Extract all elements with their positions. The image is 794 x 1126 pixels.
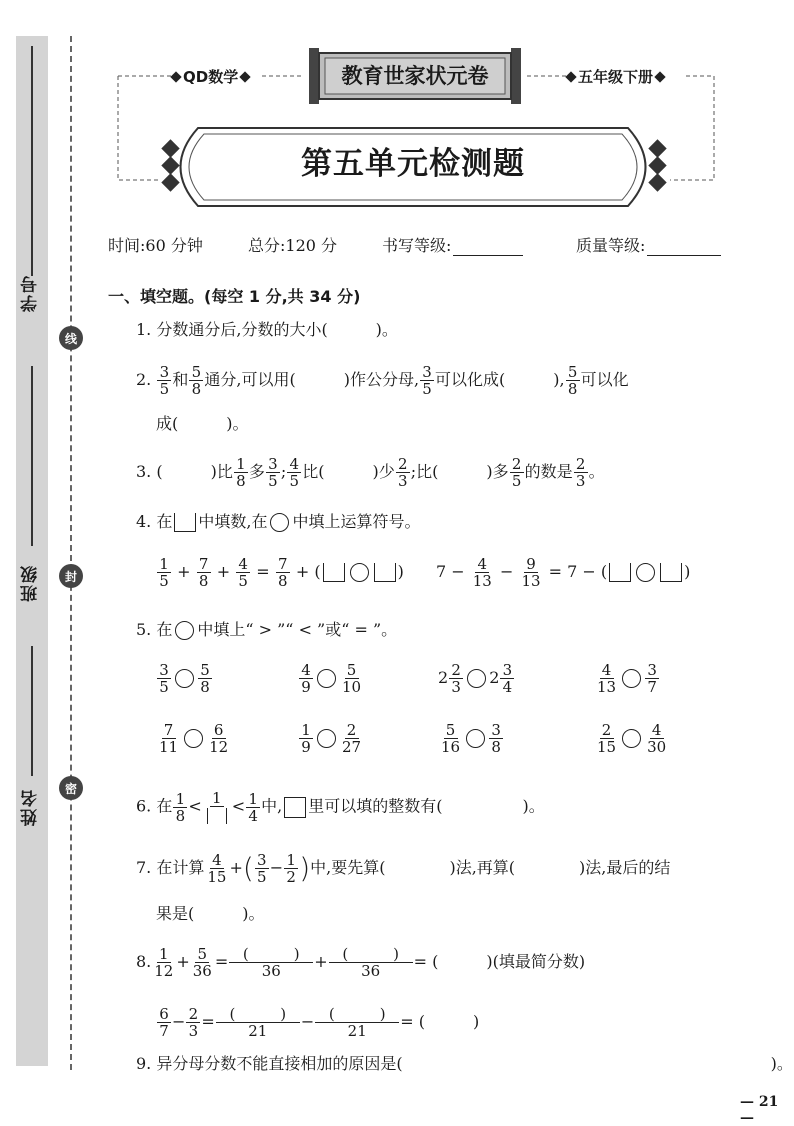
writing-label: 书写等级: (382, 236, 452, 255)
compare-item (438, 662, 515, 695)
fraction: $\frac{4}{5}$ (287, 456, 301, 489)
page-title: 第五单元检测题 (301, 146, 525, 182)
fraction-blank[interactable]: ( ) 36 (329, 946, 413, 979)
compare-item (594, 662, 660, 695)
diamond-icon (170, 71, 181, 82)
fraction: $\frac{3}{5}$ (255, 852, 269, 885)
q2-number: 2. (136, 370, 152, 389)
writing-grade (382, 236, 523, 256)
left-paren: ( (242, 851, 254, 885)
q3-text: 比( )少 (302, 462, 395, 481)
operator: + (216, 562, 231, 581)
compare-item (594, 722, 669, 755)
quality-label: 质量等级: (576, 236, 646, 255)
fraction: $\frac{3}{7}$ (645, 662, 659, 695)
q7-text: 7. 在计算 (136, 858, 205, 877)
operator: − (172, 1012, 186, 1031)
page-number: — 21 — (740, 1094, 779, 1126)
operator: + (177, 562, 191, 581)
fraction: $\frac{5}{8}$ (198, 662, 212, 695)
question-7 (136, 852, 670, 885)
right-paren: ) (299, 851, 311, 885)
section-heading: 一、填空题。(每空 1 分,共 34 分) (108, 287, 361, 306)
question-2 (136, 364, 629, 397)
fraction: $\frac{1}{8}$ (173, 791, 187, 824)
fraction: $\frac{1}{12}$ (154, 945, 174, 980)
answer-circle[interactable] (317, 669, 336, 688)
fraction: $\frac{6}{12}$ (209, 721, 229, 756)
compare-item (298, 722, 364, 755)
fraction: $\frac{3}{8}$ (489, 722, 503, 755)
fraction: $\frac{4}{9}$ (299, 662, 313, 695)
q3-text: 的数是 (524, 462, 573, 481)
subject-text: QD数学 (183, 68, 239, 86)
class-label: 班级 (21, 564, 41, 602)
seal-line: 线 (59, 326, 83, 350)
answer-box (284, 797, 306, 818)
header-grade (567, 66, 664, 87)
fraction: $\frac{5}{16}$ (441, 721, 461, 756)
fraction: $\frac{4}{5}$ (236, 556, 250, 589)
question-8-line-2 (156, 1006, 479, 1039)
operator: = (256, 562, 270, 581)
fraction: $\frac{2}{3}$ (449, 662, 463, 695)
operator: ) (684, 562, 691, 581)
q4-text: 中填数,在 (198, 512, 268, 531)
answer-circle[interactable] (270, 513, 289, 532)
q8-text: = ( )(填最简分数) (413, 952, 586, 971)
answer-box[interactable] (174, 513, 196, 532)
fraction: $\frac{1}{2}$ (284, 852, 298, 885)
student-id-label: 学号 (21, 274, 41, 312)
answer-box[interactable] (374, 563, 396, 582)
fraction: $\frac{4}{13}$ (472, 555, 492, 590)
question-6 (136, 790, 545, 824)
q5-text: 5. 在 (136, 620, 173, 639)
diamond-icon (654, 71, 665, 82)
writing-blank[interactable] (453, 239, 523, 256)
fraction: 1 (203, 790, 231, 824)
header-subject (172, 66, 249, 87)
answer-circle[interactable] (466, 729, 485, 748)
question-8-line-1 (136, 946, 585, 979)
time-info: 时间:60 分钟 (108, 236, 203, 255)
fraction: $\frac{4}{13}$ (597, 661, 617, 696)
fraction-blank[interactable]: ( ) 21 (315, 1006, 399, 1039)
answer-box[interactable] (609, 563, 631, 582)
operator: + (176, 952, 190, 971)
q2-text: 和 (172, 370, 189, 389)
q2-text: 可以化成( ), (435, 370, 565, 389)
question-7-cont: 果是( )。 (156, 904, 265, 923)
q5-text: 中填上“ > ”“ < ”或“ = ”。 (197, 620, 398, 639)
answer-circle[interactable] (636, 563, 655, 582)
question-1: 1. 分数通分后,分数的大小( )。 (136, 320, 398, 339)
fraction: $\frac{3}{5}$ (157, 662, 171, 695)
operator: = (201, 1012, 215, 1031)
series-title: 教育世家状元卷 (341, 64, 489, 88)
operator: < (231, 796, 246, 816)
fraction: $\frac{3}{5}$ (157, 364, 171, 397)
q2-text: 可以化 (580, 370, 629, 389)
operator: = 7 − ( (548, 562, 608, 581)
fraction-blank[interactable]: ( ) 36 (229, 946, 313, 979)
compare-item (438, 722, 504, 755)
compare-item (298, 662, 364, 695)
q6-text: 里可以填的整数有( )。 (308, 796, 545, 816)
fraction: $\frac{5}{36}$ (192, 945, 212, 980)
q3-text: 多 (248, 462, 265, 481)
answer-circle[interactable] (622, 669, 641, 688)
fraction: $\frac{1}{5}$ (157, 556, 171, 589)
q4-equation-2 (436, 556, 690, 589)
q6-text: 6. 在 (136, 796, 173, 816)
fraction: $\frac{1}{4}$ (246, 791, 260, 824)
operator: + ( (295, 562, 321, 581)
answer-box[interactable] (660, 563, 682, 582)
answer-box[interactable] (207, 808, 227, 824)
fraction: $\frac{5}{8}$ (189, 364, 203, 397)
fraction: $\frac{2}{3}$ (396, 456, 410, 489)
whole-number: 2 (438, 668, 449, 687)
q3-text: 。 (588, 462, 605, 481)
seal-secret: 密 (59, 776, 83, 800)
operator: 7 − (436, 562, 465, 581)
diamond-icon (240, 71, 251, 82)
name-line (31, 646, 33, 776)
fraction: $\frac{1}{8}$ (234, 456, 248, 489)
class-line (31, 366, 33, 546)
answer-circle[interactable] (317, 729, 336, 748)
question-4 (136, 512, 420, 532)
fraction-blank[interactable]: ( ) 21 (216, 1006, 300, 1039)
q3-text: ;比( )多 (410, 462, 509, 481)
q7-text: 中,要先算( )法,再算( )法,最后的结 (310, 858, 671, 877)
compare-item (156, 662, 213, 695)
name-label: 姓名 (21, 788, 41, 826)
answer-circle (175, 621, 194, 640)
compare-item (156, 722, 231, 755)
fraction: $\frac{9}{13}$ (521, 555, 541, 590)
answer-box[interactable] (323, 563, 345, 582)
fraction: $\frac{3}{4}$ (500, 662, 514, 695)
quality-blank[interactable] (647, 239, 721, 256)
diamond-icon (565, 71, 576, 82)
fraction: $\frac{4}{30}$ (647, 721, 667, 756)
operator: = (214, 952, 229, 971)
fraction: $\frac{1}{9}$ (299, 722, 313, 755)
fraction: $\frac{7}{8}$ (276, 556, 290, 589)
operator: − (269, 858, 284, 877)
fraction: $\frac{2}{5}$ (510, 456, 524, 489)
fraction: $\frac{5}{8}$ (566, 364, 580, 397)
fraction: $\frac{7}{8}$ (197, 556, 211, 589)
operator: ) (397, 562, 404, 581)
question-3 (136, 456, 605, 489)
q8-number: 8. (136, 952, 152, 971)
score-info: 总分:120 分 (248, 236, 338, 255)
q3-text: ; (280, 462, 287, 481)
question-2-cont: 成( )。 (156, 414, 249, 433)
q4-equation-1 (156, 556, 404, 589)
grade-text: 五年级下册 (578, 68, 654, 86)
q4-text: 中填上运算符号。 (292, 512, 421, 531)
fraction: $\frac{2}{27}$ (342, 721, 362, 756)
answer-circle[interactable] (622, 729, 641, 748)
q6-text: 中, (261, 796, 283, 816)
operator: + (314, 952, 328, 971)
operator: < (188, 796, 202, 816)
operator: − (499, 562, 514, 581)
whole-number: 2 (489, 668, 500, 687)
fraction: $\frac{4}{15}$ (207, 851, 227, 886)
q2-text: 通分,可以用( )作公分母, (204, 370, 420, 389)
quality-grade (576, 236, 721, 256)
q8-text: = ( ) (400, 1012, 480, 1031)
fraction: $\frac{5}{10}$ (342, 661, 362, 696)
answer-circle[interactable] (350, 563, 369, 582)
fraction: $\frac{2}{15}$ (597, 721, 617, 756)
question-5 (136, 620, 397, 640)
operator: − (300, 1012, 315, 1031)
fraction: $\frac{6}{7}$ (157, 1006, 171, 1039)
fraction: $\frac{2}{3}$ (186, 1006, 200, 1039)
fraction: $\frac{3}{5}$ (266, 456, 280, 489)
fraction: $\frac{3}{5}$ (420, 364, 434, 397)
q4-text: 4. 在 (136, 512, 173, 531)
answer-circle[interactable] (467, 669, 486, 688)
q3-text: 3. ( )比 (136, 462, 233, 481)
fraction: $\frac{2}{3}$ (574, 456, 588, 489)
answer-circle[interactable] (175, 669, 194, 688)
question-9: 9. 异分母分数不能直接相加的原因是( )。 (136, 1054, 793, 1073)
seal-seal: 封 (59, 564, 83, 588)
fraction: $\frac{7}{11}$ (159, 721, 179, 756)
answer-circle[interactable] (184, 729, 203, 748)
operator: + (229, 858, 243, 877)
